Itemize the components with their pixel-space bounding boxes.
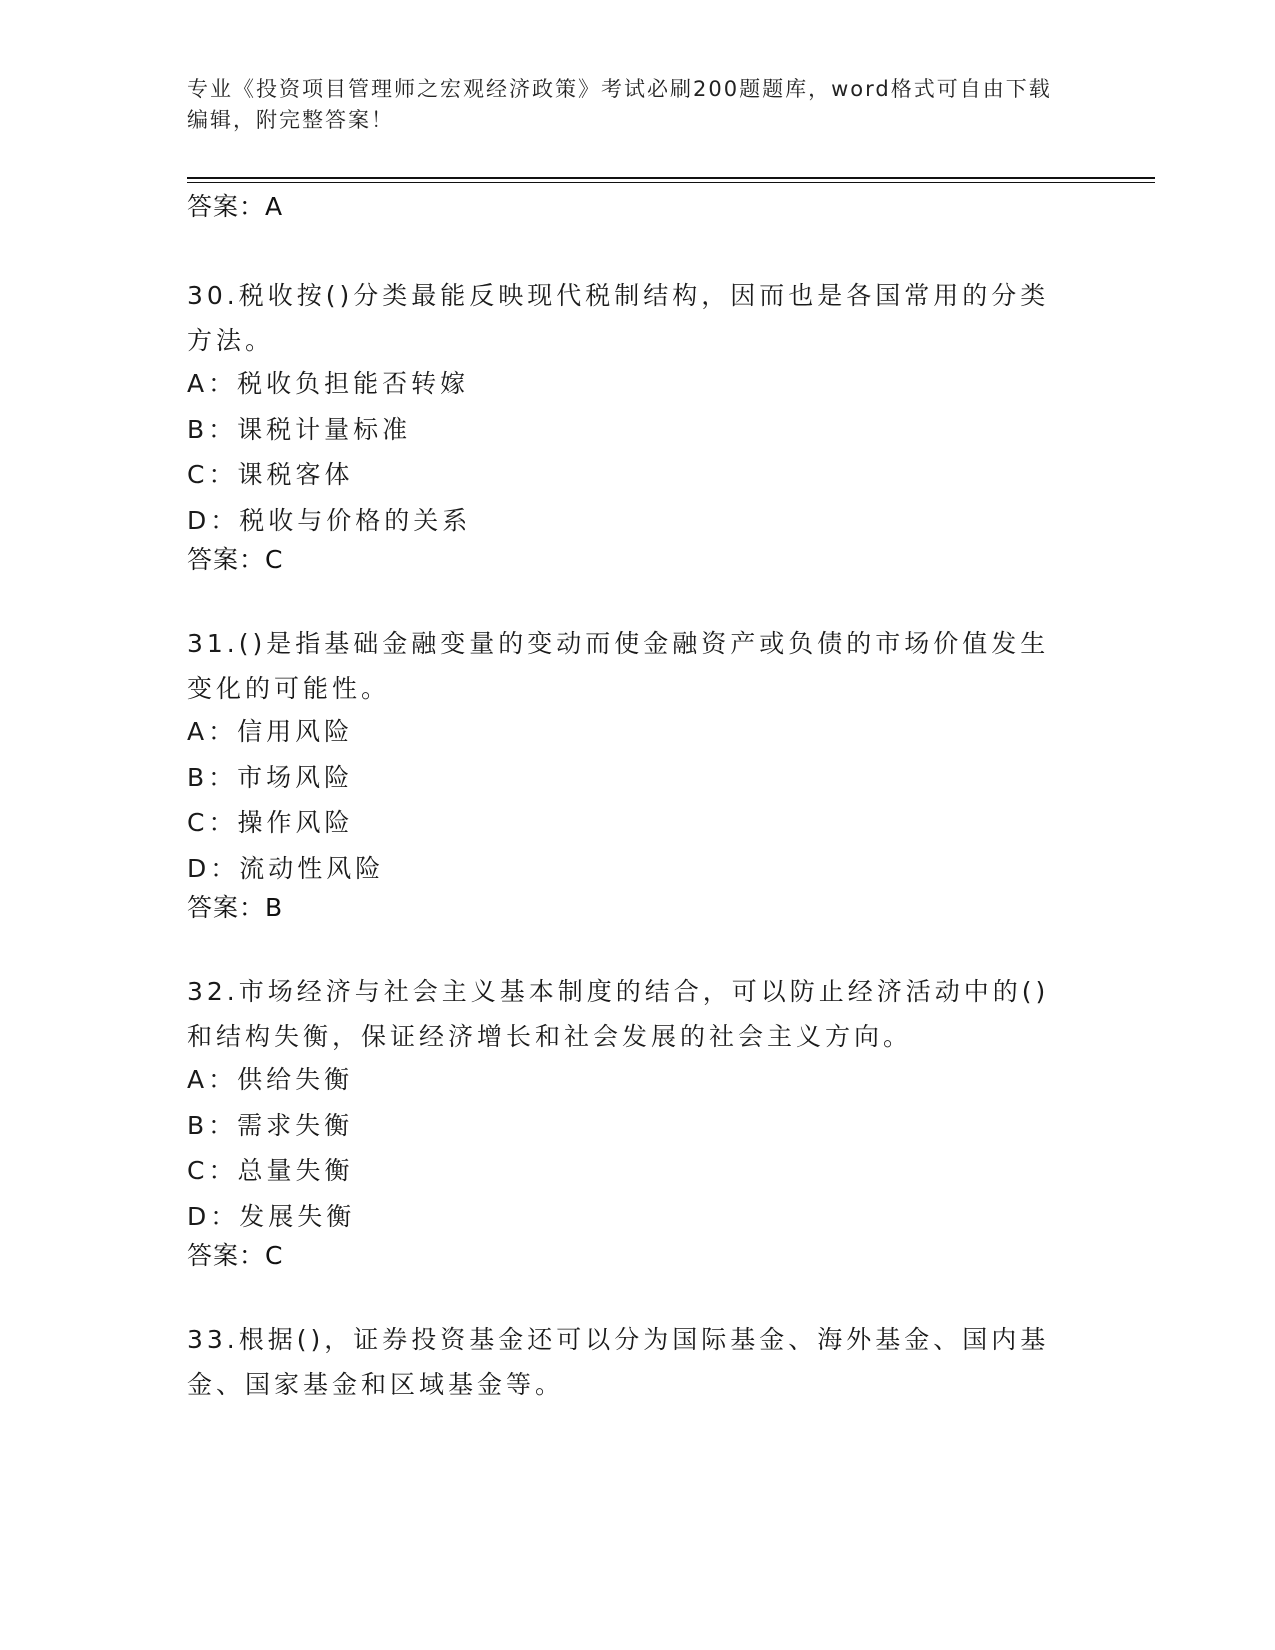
question-32-option-d: D：发展失衡	[187, 1201, 356, 1231]
question-30-option-a: A：税收负担能否转嫁	[187, 369, 470, 398]
question-30-answer: 答案：C	[187, 545, 284, 574]
question-33-stem: 33.根据()，证券投资基金还可以分为国际基金、海外基金、国内基金、国家基金和区域基金等。	[187, 1325, 1050, 1399]
question-32-option-b: B：需求失衡	[187, 1110, 354, 1140]
question-32-option-a: A：供给失衡	[187, 1065, 354, 1094]
page-header-text: 专业《投资项目管理师之宏观经济政策》考试必刷200题题库，word格式可自由下载编辑，附完整答案！	[187, 77, 1052, 132]
header-divider-thick	[187, 177, 1155, 179]
question-31-stem: 31.()是指基础金融变量的变动而使金融资产或负债的市场价值发生变化的可能性。	[187, 629, 1050, 703]
question-30-option-b: B：课税计量标准	[187, 414, 412, 444]
question-31-option-b: B：市场风险	[187, 762, 354, 792]
question-31-option-a: A：信用风险	[187, 717, 354, 746]
prev-answer: 答案：A	[187, 192, 284, 221]
question-32-answer: 答案：C	[187, 1241, 284, 1270]
header-divider-thin	[187, 182, 1155, 183]
question-31-answer: 答案：B	[187, 893, 284, 922]
question-32-option-c: C：总量失衡	[187, 1156, 354, 1185]
question-32-stem: 32.市场经济与社会主义基本制度的结合，可以防止经济活动中的()和结构失衡，保证经济增长和社会发展的社会主义方向。	[187, 977, 1050, 1051]
question-32-options	[187, 1057, 1077, 1239]
question-31-option-d: D：流动性风险	[187, 853, 385, 883]
question-31-option-c: C：操作风险	[187, 808, 354, 837]
question-30-options	[187, 361, 1077, 543]
question-30-option-d: D：税收与价格的关系	[187, 505, 472, 535]
question-30-option-c: C：课税客体	[187, 460, 354, 489]
question-31-options	[187, 709, 1077, 891]
question-30-stem: 30.税收按()分类最能反映现代税制结构，因而也是各国常用的分类方法。	[187, 281, 1050, 355]
